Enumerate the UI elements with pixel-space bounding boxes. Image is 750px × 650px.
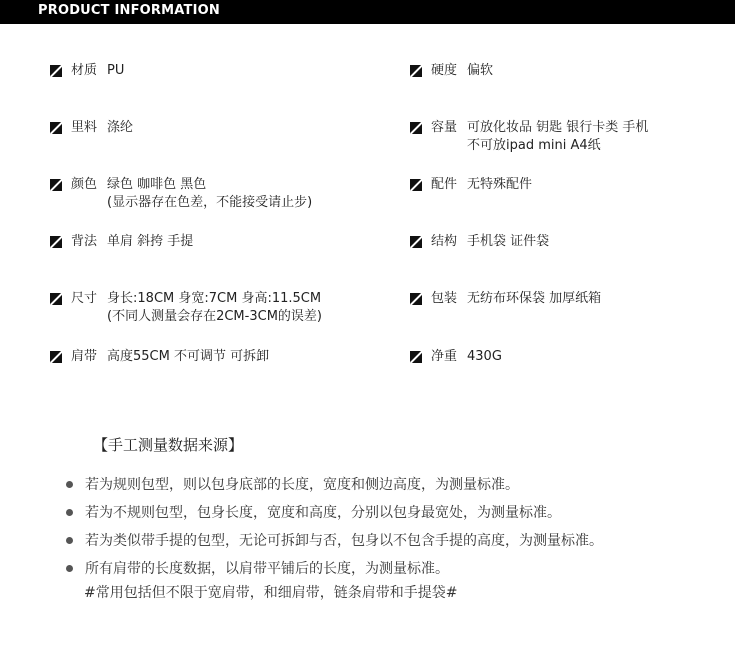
spec-value: 涤纶 <box>107 120 134 135</box>
slash-box-icon <box>50 122 62 134</box>
slash-box-icon <box>50 179 62 191</box>
spec-value: 430G <box>467 349 502 364</box>
slash-box-icon <box>50 351 62 363</box>
spec-values <box>467 233 549 251</box>
spec-item-weight <box>410 348 740 366</box>
bullet-dot-icon <box>66 481 73 488</box>
spec-item-color <box>50 176 390 212</box>
note-item <box>66 554 603 582</box>
spec-values <box>467 119 648 155</box>
spec-values <box>107 176 312 212</box>
slash-box-icon <box>410 122 422 134</box>
spec-values <box>107 62 124 80</box>
spec-values <box>107 119 133 137</box>
bullet-dot-icon <box>66 537 73 544</box>
spec-values <box>107 290 322 326</box>
note-text: 若为规则包型，则以包身底部的长度，宽度和侧边高度，为测量标准。 <box>85 477 519 493</box>
notes-footer: #常用包括但不限于宽肩带，和细肩带，链条肩带和手提袋# <box>84 585 458 601</box>
spec-value: 绿色 咖啡色 黑色 <box>107 177 207 192</box>
spec-label: 尺寸 <box>71 291 98 306</box>
slash-box-icon <box>410 179 422 191</box>
bullet-dot-icon <box>66 509 73 516</box>
note-item <box>66 470 603 498</box>
spec-values <box>467 348 502 366</box>
spec-item-carry <box>50 233 390 251</box>
spec-value: 高度55CM 不可调节 可拆卸 <box>107 349 270 364</box>
spec-item-accessories <box>410 176 740 194</box>
spec-label: 净重 <box>431 349 458 364</box>
slash-box-icon <box>50 65 62 77</box>
spec-values <box>107 348 269 366</box>
spec-value: 不可放ipad mini A4纸 <box>467 138 601 153</box>
bullet-dot-icon <box>66 565 73 572</box>
spec-label: 肩带 <box>71 349 98 364</box>
slash-box-icon <box>410 236 422 248</box>
note-item <box>66 526 603 554</box>
spec-item-hardness <box>410 62 740 80</box>
spec-values <box>467 62 493 80</box>
spec-value: 无纺布环保袋 加厚纸箱 <box>467 291 602 306</box>
spec-item-size <box>50 290 390 326</box>
spec-label: 硬度 <box>431 63 458 78</box>
note-text: 所有肩带的长度数据，以肩带平铺后的长度，为测量标准。 <box>85 561 449 577</box>
spec-value: 可放化妆品 钥匙 银行卡类 手机 <box>467 120 649 135</box>
spec-label: 背法 <box>71 234 98 249</box>
spec-values <box>467 176 532 194</box>
spec-item-capacity <box>410 119 740 155</box>
spec-item-structure <box>410 233 740 251</box>
slash-box-icon <box>410 65 422 77</box>
note-text: 若为不规则包型，包身长度，宽度和高度，分别以包身最宽处，为测量标准。 <box>85 505 561 521</box>
spec-item-material <box>50 62 390 80</box>
spec-label: 颜色 <box>71 177 98 192</box>
slash-box-icon <box>410 351 422 363</box>
spec-item-packaging <box>410 290 740 308</box>
notes-list <box>66 470 603 582</box>
spec-value: 偏软 <box>467 63 494 78</box>
spec-label: 容量 <box>431 120 458 135</box>
spec-note: (显示器存在色差，不能接受请止步) <box>107 195 313 210</box>
slash-box-icon <box>50 293 62 305</box>
spec-item-strap <box>50 348 390 366</box>
spec-value: PU <box>107 63 125 78</box>
note-text: 若为类似带手提的包型，无论可拆卸与否，包身以不包含手提的高度，为测量标准。 <box>85 533 603 549</box>
spec-value: 手机袋 证件袋 <box>467 234 550 249</box>
notes-title: 【手工测量数据来源】 <box>93 436 244 454</box>
spec-label: 包装 <box>431 291 458 306</box>
spec-value: 身长:18CM 身宽:7CM 身高:11.5CM <box>107 291 322 306</box>
spec-values <box>107 233 193 251</box>
note-item <box>66 498 603 526</box>
spec-item-lining <box>50 119 390 137</box>
spec-value: 无特殊配件 <box>467 177 533 192</box>
header-title: PRODUCT INFORMATION <box>38 3 220 18</box>
spec-values <box>467 290 601 308</box>
spec-label: 里料 <box>71 120 98 135</box>
spec-label: 结构 <box>431 234 458 249</box>
spec-label: 配件 <box>431 177 458 192</box>
spec-note: (不同人测量会存在2CM-3CM的误差) <box>107 309 322 324</box>
spec-label: 材质 <box>71 63 98 78</box>
slash-box-icon <box>50 236 62 248</box>
spec-value: 单肩 斜挎 手提 <box>107 234 194 249</box>
slash-box-icon <box>410 293 422 305</box>
